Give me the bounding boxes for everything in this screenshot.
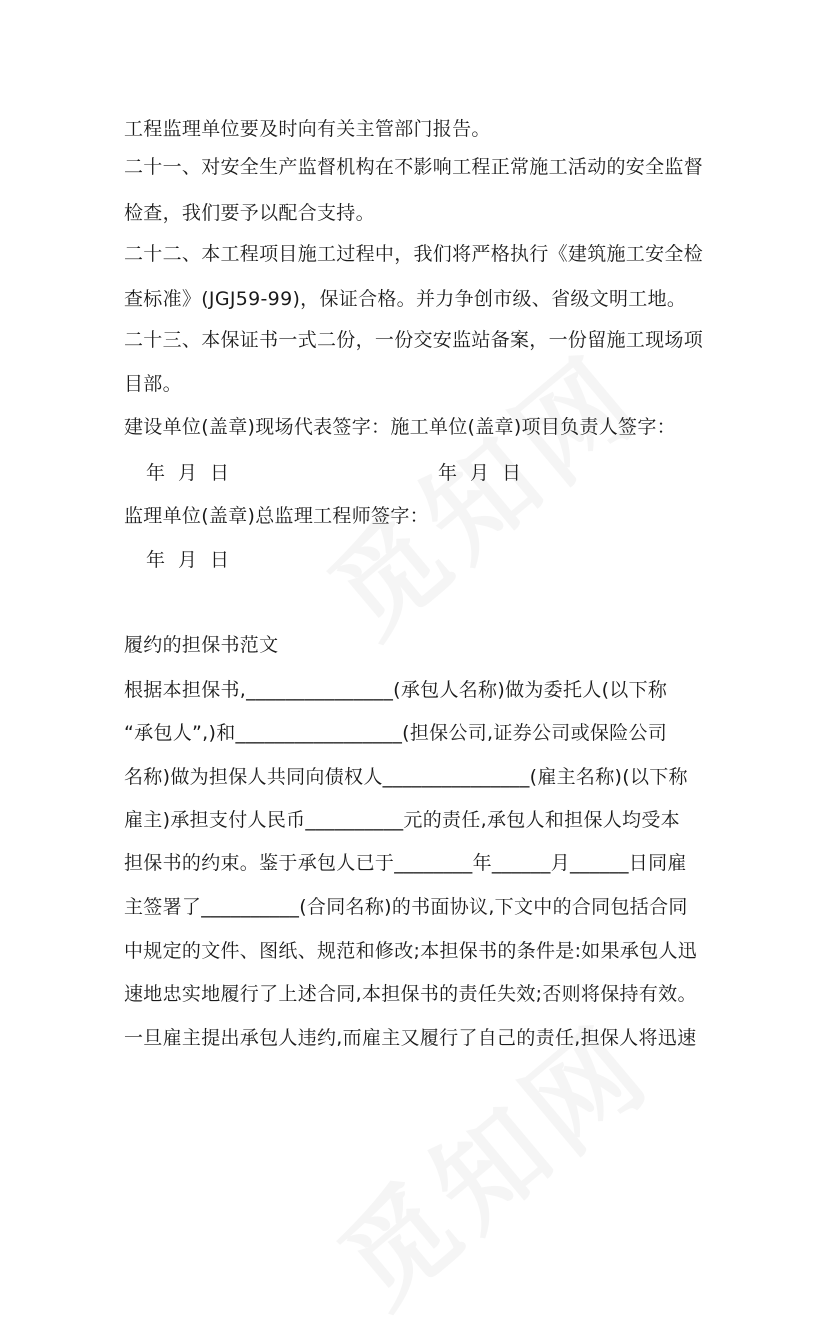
paragraph-line: “承包人”,)和_________________(担保公司,证券公司或保险公司 xyxy=(124,722,668,744)
watermark-top xyxy=(291,313,668,665)
paragraph-line: 查标准》(JGJ59-99)，保证合格。并力争创市级、省级文明工地。 xyxy=(124,288,687,310)
paragraph-line: 雇主)承担支付人民币__________元的责任,承包人和担保人均受本 xyxy=(124,809,680,831)
supervisor-signature-line: 监理单位(盖章)总监理工程师签字： xyxy=(124,505,429,527)
date-right: 年 月 日 xyxy=(438,462,522,484)
paragraph-line: 二十一、对安全生产监督机构在不影响工程正常施工活动的安全监督 xyxy=(124,156,704,178)
date-left: 年 月 日 xyxy=(146,462,230,484)
paragraph-line: 中规定的文件、图纸、规范和修改;本担保书的条件是:如果承包人迅 xyxy=(124,940,698,962)
date-supervisor: 年 月 日 xyxy=(146,549,230,571)
section-title: 履约的担保书范文 xyxy=(124,634,279,656)
paragraph-line: 工程监理单位要及时向有关主管部门报告。 xyxy=(124,118,491,140)
paragraph-line: 根据本担保书,_______________(承包人名称)做为委托人(以下称 xyxy=(124,679,668,701)
paragraph-line: 主签署了__________(合同名称)的书面协议,下文中的合同包括合同 xyxy=(124,896,688,918)
paragraph-line: 速地忠实地履行了上述合同,本担保书的责任失效;否则将保持有效。 xyxy=(124,983,697,1005)
paragraph-line: 担保书的约束。鉴于承包人已于________年______月______日同雇 xyxy=(124,852,687,874)
paragraph-line: 二十三、本保证书一式二份，一份交安监站备案，一份留施工现场项 xyxy=(124,329,704,351)
signature-line: 建设单位(盖章)现场代表签字：施工单位(盖章)项目负责人签字： xyxy=(124,416,676,438)
paragraph-line: 一旦雇主提出承包人违约,而雇主又履行了自己的责任,担保人将迅速 xyxy=(124,1027,697,1049)
paragraph-line: 检查，我们要予以配合支持。 xyxy=(124,202,375,224)
paragraph-line: 目部。 xyxy=(124,373,182,395)
paragraph-line: 名称)做为担保人共同向债权人_______________(雇主名称)(以下称 xyxy=(124,766,688,788)
paragraph-line: 二十二、本工程项目施工过程中，我们将严格执行《建筑施工安全检 xyxy=(124,243,704,265)
